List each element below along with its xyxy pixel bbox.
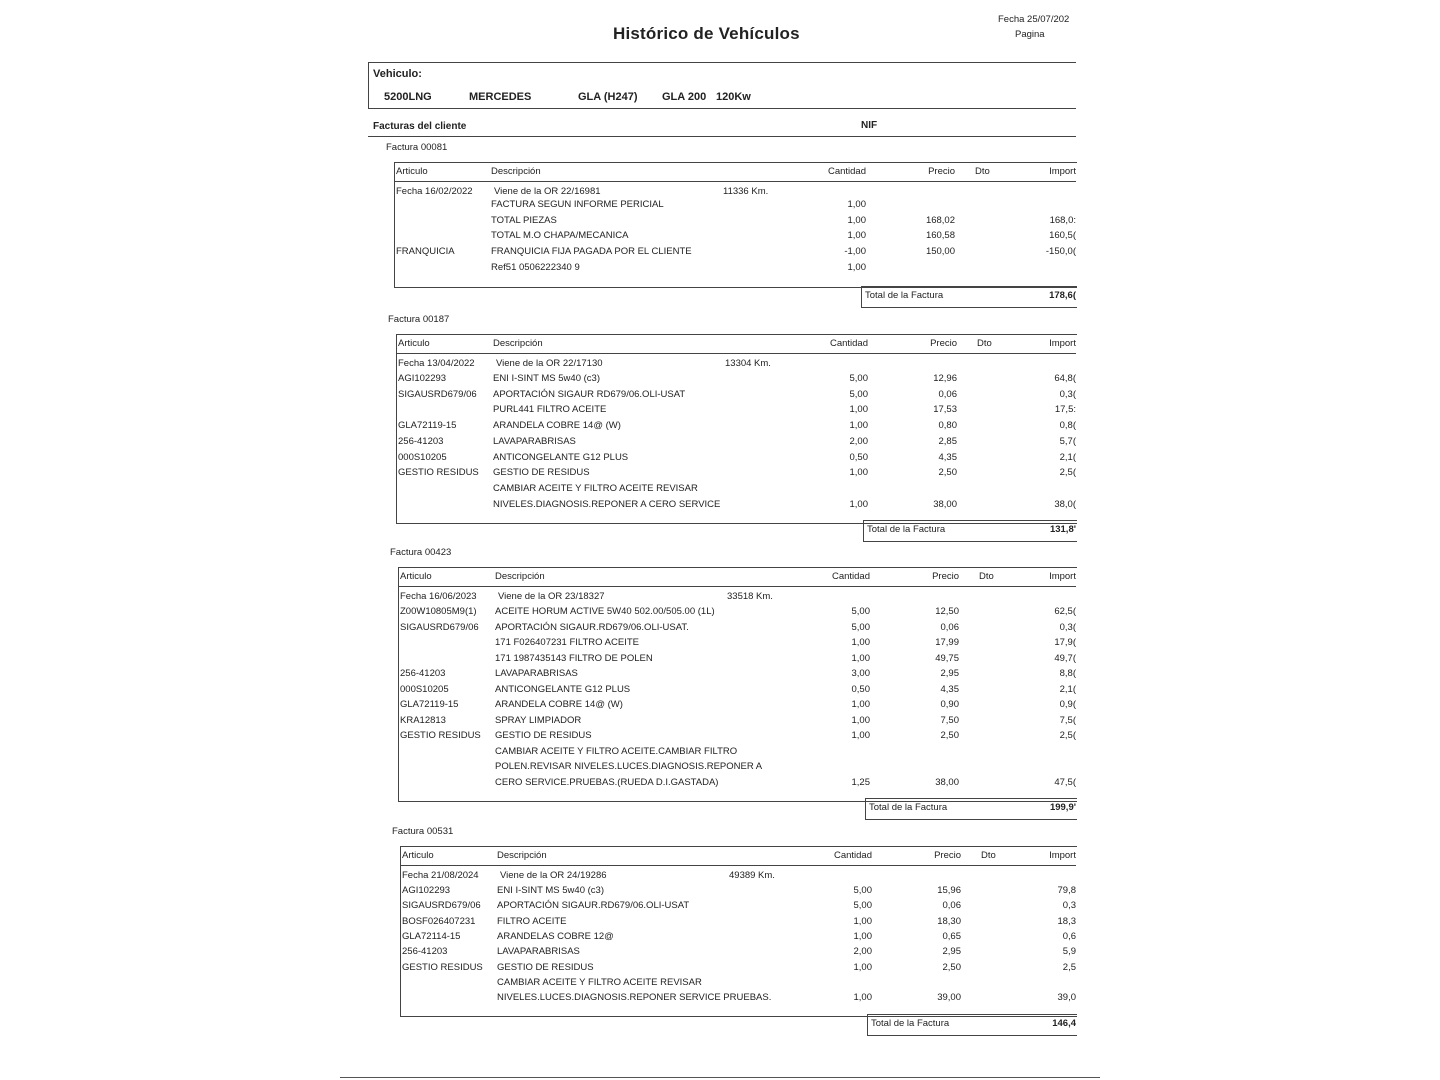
invoice-date: Fecha 13/04/2022 [398,358,475,369]
column-header-importe: Import [1049,166,1076,177]
row-amount: 49,7( [1054,652,1076,664]
row-article-code: GESTIO RESIDUS [402,961,483,973]
row-amount: 5,9 [1062,946,1076,958]
row-quantity: -1,00 [844,246,866,258]
row-quantity: 1,25 [851,776,870,788]
column-header-articulo: Articulo [396,166,428,177]
invoice-title: Factura 00081 [386,142,448,153]
row-quantity: 1,00 [851,652,870,664]
row-amount: 2,5( [1059,467,1076,479]
row-price: 18,30 [937,915,961,927]
row-quantity: 1,00 [847,261,866,273]
row-quantity: 1,00 [847,230,866,242]
row-price: 2,95 [942,946,961,958]
row-price: 0,06 [942,900,961,912]
row-price: 4,35 [938,451,957,463]
column-header-cantidad: Cantidad [827,166,866,177]
row-quantity: 1,00 [847,214,866,226]
row-article-code: 256-41203 [400,668,446,679]
row-amount: 0,3( [1059,388,1076,400]
row-amount: 0,6 [1062,930,1076,942]
vehicle-plate: 5200LNG [384,91,432,103]
row-price: 38,00 [935,776,959,788]
row-price: 39,00 [937,992,961,1004]
row-price: 12,96 [933,373,957,384]
column-header-descripcion: Descripción [495,571,545,582]
row-article-code: 256-41203 [398,435,444,447]
column-header-cantidad: Cantidad [829,338,868,349]
row-price: 38,00 [933,498,957,510]
invoice-total-amount: 146,4 [1052,1018,1076,1029]
row-article-code: KRA12813 [400,714,446,726]
invoice-title: Factura 00187 [388,314,450,325]
row-description: ENI I-SINT MS 5w40 (c3) [497,885,604,896]
row-description: ACEITE HORUM ACTIVE 5W40 502.00/505.00 (1L) [495,606,715,617]
row-description: APORTACIÓN SIGAUR RD679/06.OLI-USAT [493,388,686,400]
row-article-code: 256-41203 [402,946,448,958]
row-amount: 160,5( [1049,230,1076,242]
row-description: LAVAPARABRISAS [495,668,578,679]
row-quantity: 5,00 [853,900,872,912]
row-amount: 38,0( [1054,498,1076,510]
column-header-descripcion: Descripción [493,338,543,349]
row-description: ANTICONGELANTE G12 PLUS [495,683,631,695]
column-header-dto: Dto [975,166,990,177]
invoice-date: Fecha 16/02/2022 [396,186,473,197]
row-quantity: 1,00 [851,730,870,741]
row-price: 0,65 [942,930,961,942]
invoice-header-rule [394,181,1076,182]
row-article-code: GLA72119-15 [398,420,457,432]
row-quantity: 0,50 [849,451,868,463]
row-price: 2,95 [940,668,959,679]
repair-order-ref: Viene de la OR 23/18327 [498,591,605,602]
invoice-header-rule [396,353,1076,354]
column-header-articulo: Articulo [400,571,432,582]
row-description: FACTURA SEGUN INFORME PERICIAL [491,199,664,210]
row-article-code: 000S10205 [400,683,449,695]
vehicle-box-left-rule [368,62,369,108]
row-amount: 2,1( [1059,683,1076,695]
row-price: 7,50 [940,714,959,726]
row-article-code: GLA72114-15 [402,930,461,942]
row-price: 0,90 [940,699,959,710]
row-quantity: 2,00 [853,946,872,958]
row-article-code: SIGAUSRD679/06 [398,388,477,400]
invoice-total-amount: 199,9' [1049,802,1076,813]
row-description: GESTIO DE RESIDUS [497,961,594,973]
row-description: ANTICONGELANTE G12 PLUS [493,451,629,463]
column-header-importe: Import [1049,338,1076,349]
mileage: 11336 Km. [723,186,769,197]
mileage: 13304 Km. [725,358,771,369]
row-description: 171 1987435143 FILTRO DE POLEN [495,652,653,664]
row-article-code: AGI102293 [398,373,447,384]
row-description: FRANQUICIA FIJA PAGADA POR EL CLIENTE [491,246,692,258]
row-description: ARANDELA COBRE 14@ (W) [493,420,621,432]
row-amount: 0,9( [1059,699,1076,710]
row-amount: 39,0 [1057,992,1076,1004]
vehicle-label: Vehiculo: [373,68,422,80]
column-header-dto: Dto [981,850,996,861]
column-header-descripcion: Descripción [497,850,547,861]
row-amount: 0,3( [1059,621,1076,633]
vehicle-box-top-rule [368,62,1076,63]
column-header-precio: Precio [932,571,959,582]
row-quantity: 1,00 [851,637,870,648]
row-description: CERO SERVICE.PRUEBAS.(RUEDA D.I.GASTADA) [495,776,719,788]
row-quantity: 1,00 [849,498,868,510]
column-header-precio: Precio [928,166,955,177]
row-quantity: 1,00 [853,915,872,927]
row-quantity: 1,00 [853,992,872,1004]
row-amount: 62,5( [1054,606,1076,617]
row-description: CAMBIAR ACEITE Y FILTRO ACEITE REVISAR [497,976,702,988]
row-article-code: 000S10205 [398,451,447,463]
row-description: PURL441 FILTRO ACEITE [493,404,607,416]
row-amount: 17,5: [1054,404,1076,416]
row-description: GESTIO DE RESIDUS [493,467,590,479]
page-number-label: Pagina [1015,29,1045,40]
row-price: 12,50 [935,606,959,617]
row-quantity: 5,00 [849,373,868,384]
row-quantity: 1,00 [849,420,868,432]
row-description: TOTAL PIEZAS [491,214,557,226]
row-description: GESTIO DE RESIDUS [495,730,592,741]
repair-order-ref: Viene de la OR 24/19286 [500,870,607,881]
row-article-code: GESTIO RESIDUS [398,467,479,479]
row-quantity: 5,00 [851,621,870,633]
row-amount: 0,8( [1059,420,1076,432]
row-amount: 168,0: [1049,214,1076,226]
invoice-header-rule [400,865,1076,866]
row-quantity: 1,00 [853,930,872,942]
repair-order-ref: Viene de la OR 22/16981 [494,186,601,197]
invoice-date: Fecha 16/06/2023 [400,591,477,602]
row-amount: 7,5( [1059,714,1076,726]
column-header-precio: Precio [934,850,961,861]
row-amount: -150,0( [1045,246,1076,258]
row-description: ENI I-SINT MS 5w40 (c3) [493,373,600,384]
row-description: SPRAY LIMPIADOR [495,714,582,726]
row-quantity: 3,00 [851,668,870,679]
row-amount: 2,1( [1059,451,1076,463]
column-header-descripcion: Descripción [491,166,541,177]
row-price: 15,96 [937,885,961,896]
row-article-code: GESTIO RESIDUS [400,730,481,741]
row-price: 17,53 [933,404,957,416]
row-amount: 64,8( [1054,373,1076,384]
row-quantity: 1,00 [849,467,868,479]
row-price: 0,80 [938,420,957,432]
row-price: 2,50 [942,961,961,973]
vehicle-version: GLA 200 [662,91,707,103]
mileage: 49389 Km. [729,870,775,881]
row-amount: 18,3 [1057,915,1076,927]
column-header-articulo: Articulo [402,850,434,861]
row-description: ARANDELA COBRE 14@ (W) [495,699,623,710]
row-price: 0,06 [940,621,959,633]
nif-label: NIF [861,120,878,131]
mileage: 33518 Km. [727,591,773,602]
row-quantity: 5,00 [851,606,870,617]
row-quantity: 1,00 [847,199,866,210]
row-amount: 2,5 [1062,961,1076,973]
row-description: CAMBIAR ACEITE Y FILTRO ACEITE REVISAR [493,482,698,494]
invoice-total-label: Total de la Factura [871,1018,950,1029]
column-header-cantidad: Cantidad [831,571,870,582]
column-header-cantidad: Cantidad [833,850,872,861]
row-price: 160,58 [925,230,955,242]
invoice-title: Factura 00423 [390,547,452,558]
print-date: Fecha 25/07/202 [998,14,1070,25]
row-article-code: AGI102293 [402,885,451,896]
row-description: TOTAL M.O CHAPA/MECANICA [491,230,629,242]
invoice-total-amount: 178,6( [1049,290,1076,301]
row-price: 168,02 [925,214,955,226]
row-description: CAMBIAR ACEITE Y FILTRO ACEITE.CAMBIAR FILTRO [495,745,738,757]
repair-order-ref: Viene de la OR 22/17130 [496,358,603,369]
row-amount: 47,5( [1054,776,1076,788]
row-price: 2,85 [938,435,957,447]
row-amount: 8,8( [1059,668,1076,679]
row-description: APORTACIÓN SIGAUR.RD679/06.OLI-USAT. [495,621,689,633]
column-header-importe: Import [1049,571,1076,582]
row-quantity: 5,00 [853,885,872,896]
invoice-title: Factura 00531 [392,826,454,837]
row-price: 4,35 [940,683,959,695]
row-price: 2,50 [938,467,957,479]
row-description: ARANDELAS COBRE 12@ [497,930,614,942]
row-article-code: FRANQUICIA [396,246,455,258]
row-quantity: 2,00 [849,435,868,447]
row-description: POLEN.REVISAR NIVELES.LUCES.DIAGNOSIS.REPONER A [495,761,763,772]
client-invoices-label: Facturas del cliente [373,121,467,132]
row-amount: 79,8 [1057,885,1076,896]
row-price: 150,00 [925,246,955,258]
row-article-code: BOSF026407231 [402,915,476,927]
row-quantity: 1,00 [849,404,868,416]
page-title: Histórico de Vehículos [613,24,800,43]
invoice-total-label: Total de la Factura [867,524,946,535]
row-amount: 2,5( [1059,730,1076,741]
row-price: 2,50 [940,730,959,741]
row-quantity: 1,00 [853,961,872,973]
row-quantity: 0,50 [851,683,870,695]
column-header-importe: Import [1049,850,1076,861]
row-article-code: GLA72119-15 [400,699,459,710]
vehicle-power: 120Kw [716,91,751,103]
invoice-date: Fecha 21/08/2024 [402,870,479,881]
column-header-dto: Dto [977,338,992,349]
invoice-total-label: Total de la Factura [865,290,944,301]
row-description: LAVAPARABRISAS [493,435,576,447]
row-price: 49,75 [935,652,959,664]
row-price: 17,99 [935,637,959,648]
row-description: Ref51 0506222340 9 [491,261,580,273]
row-description: APORTACIÓN SIGAUR.RD679/06.OLI-USAT [497,900,690,912]
vehicle-make: MERCEDES [469,91,532,103]
row-description: NIVELES.LUCES.DIAGNOSIS.REPONER SERVICE PRUEBAS. [497,992,772,1004]
row-description: FILTRO ACEITE [497,915,567,927]
vehicle-box-bottom-rule [368,108,1076,109]
row-quantity: 1,00 [851,699,870,710]
client-rule [368,136,1076,137]
invoice-header-rule [398,586,1076,587]
page-bottom-rule [340,1077,1100,1078]
vehicle-model: GLA (H247) [578,91,638,103]
row-quantity: 1,00 [851,714,870,726]
column-header-dto: Dto [979,571,994,582]
invoice-total-amount: 131,8' [1049,524,1076,535]
row-article-code: Z00W10805M9(1) [400,606,477,617]
row-article-code: SIGAUSRD679/06 [402,900,481,912]
row-article-code: SIGAUSRD679/06 [400,621,479,633]
invoice-total-label: Total de la Factura [869,802,948,813]
row-description: 171 F026407231 FILTRO ACEITE [495,637,639,648]
column-header-articulo: Articulo [398,338,430,349]
row-description: LAVAPARABRISAS [497,946,580,958]
row-quantity: 5,00 [849,388,868,400]
row-description: NIVELES.DIAGNOSIS.REPONER A CERO SERVICE [493,498,721,510]
row-amount: 17,9( [1054,637,1076,648]
column-header-precio: Precio [930,338,957,349]
row-amount: 5,7( [1059,435,1076,447]
row-price: 0,06 [938,388,957,400]
row-amount: 0,3 [1062,900,1076,912]
